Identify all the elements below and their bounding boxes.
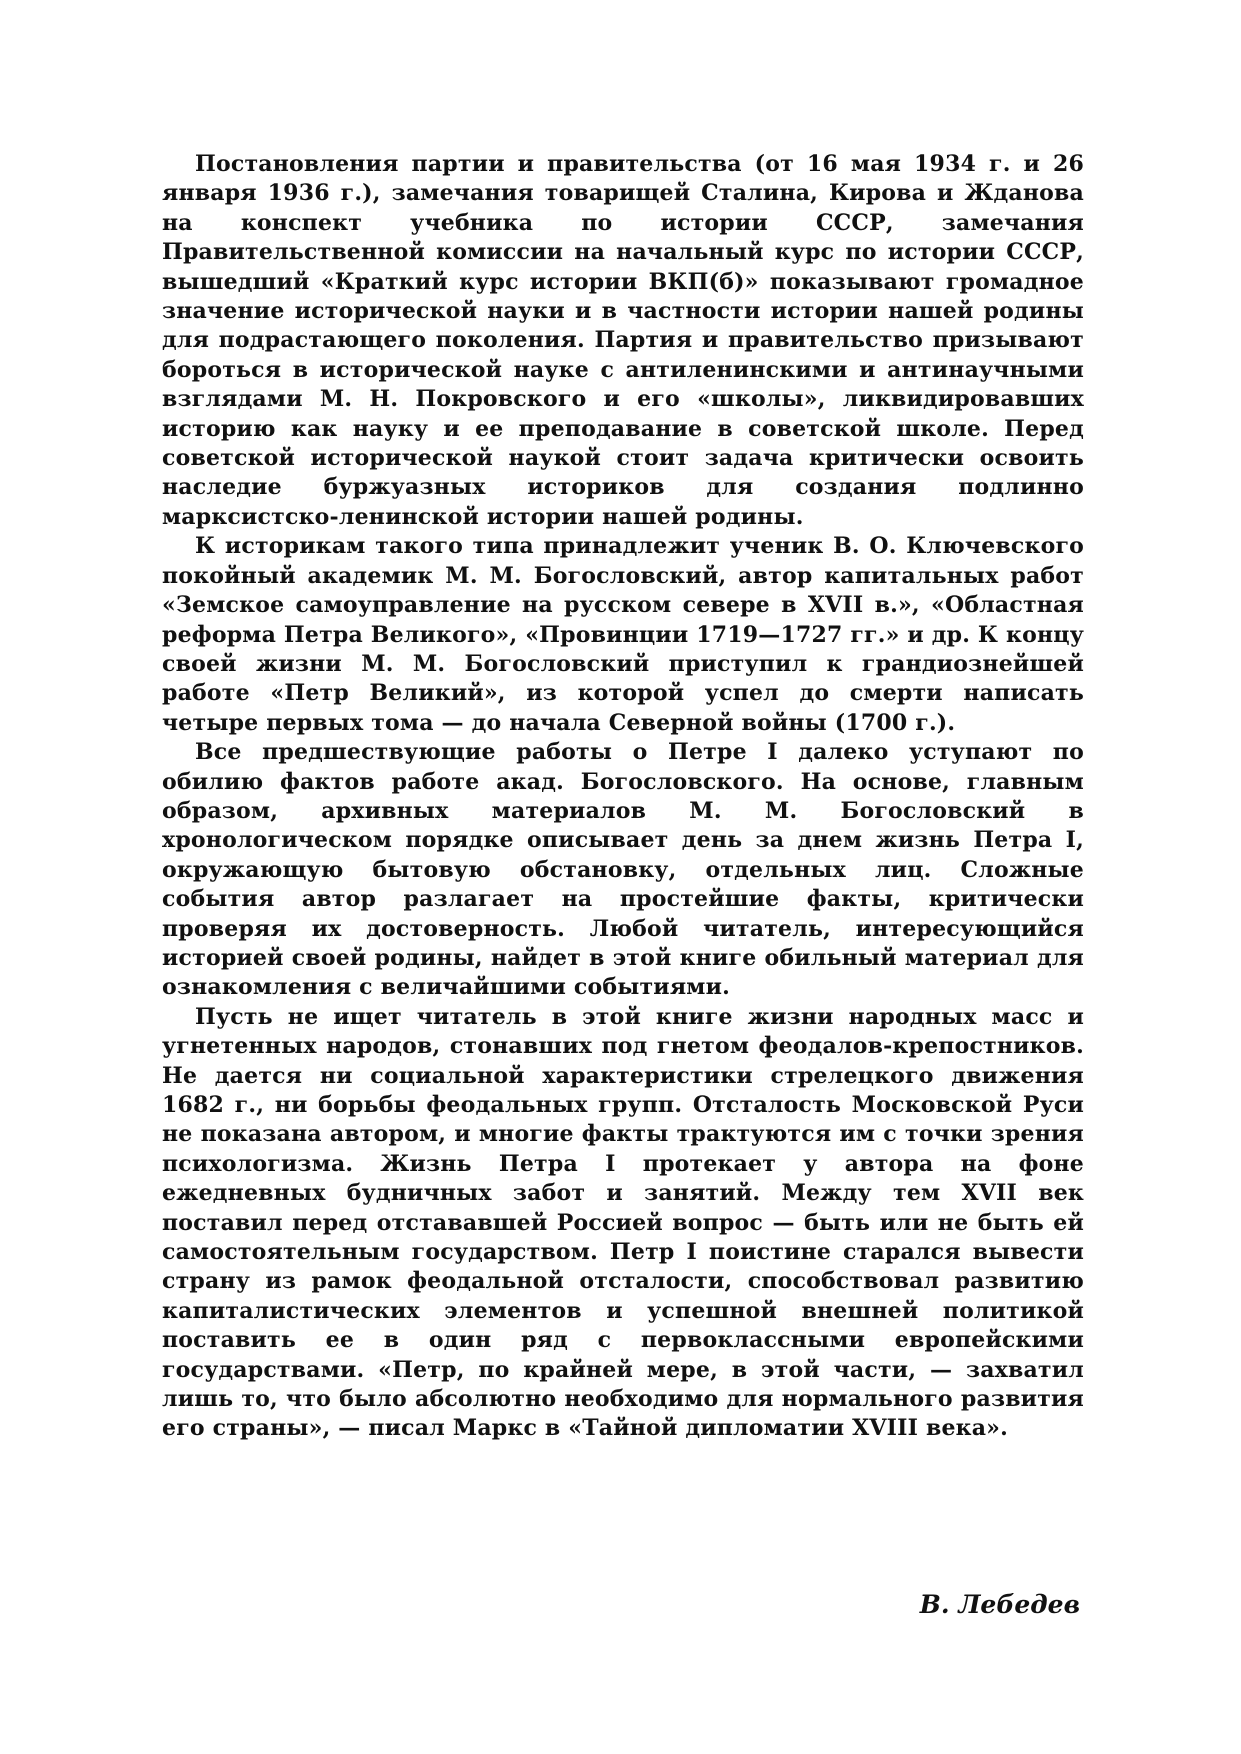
paragraph-1: Постановления партии и правительства (от 16 мая 1934 г. и 26 января 1936 г.), замечания товарищей Сталина, Кирова и Жданова на конспект учебника по истории СССР, замечания Правительственной комиссии на начальный курс по истории СССР, вышедший «Краткий курс истории ВКП(б)» показывают громадное значение исторической науки и в частности истории нашей родины для подрастающего поколения. Партия и правительство призывают бороться в исторической науке с антиленинскими и антинаучными взглядами М. Н. Покровского и его «школы», ликвидировавших историю как науку и ее преподавание в советской школе. Перед советской исторической наукой стоит задача критически освоить наследие буржуазных историков для создания подлинно марксистско-ленинской истории нашей родины. — [162, 151, 1084, 530]
paragraph-4: Пусть не ищет читатель в этой книге жизни народных масс и угнетенных народов, стонавших под гнетом феодалов-крепостников. Не дается ни социальной характеристики стрелецкого движения 1682 г., ни борьбы феодальных групп. Отсталость Московской Руси не показана автором, и многие факты трактуются им с точки зрения психологизма. Жизнь Петра I протекает у автора на фоне ежедневных будничных забот и занятий. Между тем XVII век поставил перед отстававшей Россией вопрос — быть или не быть ей самостоятельным государством. Петр I поистине старался вывести страну из рамок феодальной отсталости, способствовал развитию капиталистических элементов и успешной внешней политикой поставить ее в один ряд с первоклассными европейскими государствами. «Петр, по крайней мере, в этой части, — захватил лишь то, что было абсолютно необходимо для нормального развития его страны», — писал Маркс в «Тайной дипломатии XVIII века». — [162, 1003, 1084, 1442]
author-signature: В. Лебедев — [919, 1590, 1080, 1619]
body-text — [162, 150, 1084, 1444]
paragraph-2: К историкам такого типа принадлежит ученик В. О. Ключевского покойный академик М. М. Богословский, автор капитальных работ «Земское самоуправление на русском севере в XVII в.», «Областная реформа Петра Великого», «Провинции 1719—1727 гг.» и др. К концу своей жизни М. М. Богословский приступил к грандиознейшей работе «Петр Великий», из которой успел до смерти написать четыре первых тома — до начала Северной войны (1700 г.). — [162, 533, 1085, 736]
paragraph-3: Все предшествующие работы о Петре I далеко уступают по обилию фактов работе акад. Богословского. На основе, главным образом, архивных материалов М. М. Богословский в хронологическом порядке описывает день за днем жизнь Петра I, окружающую бытовую обстановку, отдельных лиц. Сложные события автор разлагает на простейшие факты, критически проверяя их достоверность. Любой читатель, интересующийся историей своей родины, найдет в этой книге обильный материал для ознакомления с величайшими событиями. — [162, 739, 1084, 1001]
